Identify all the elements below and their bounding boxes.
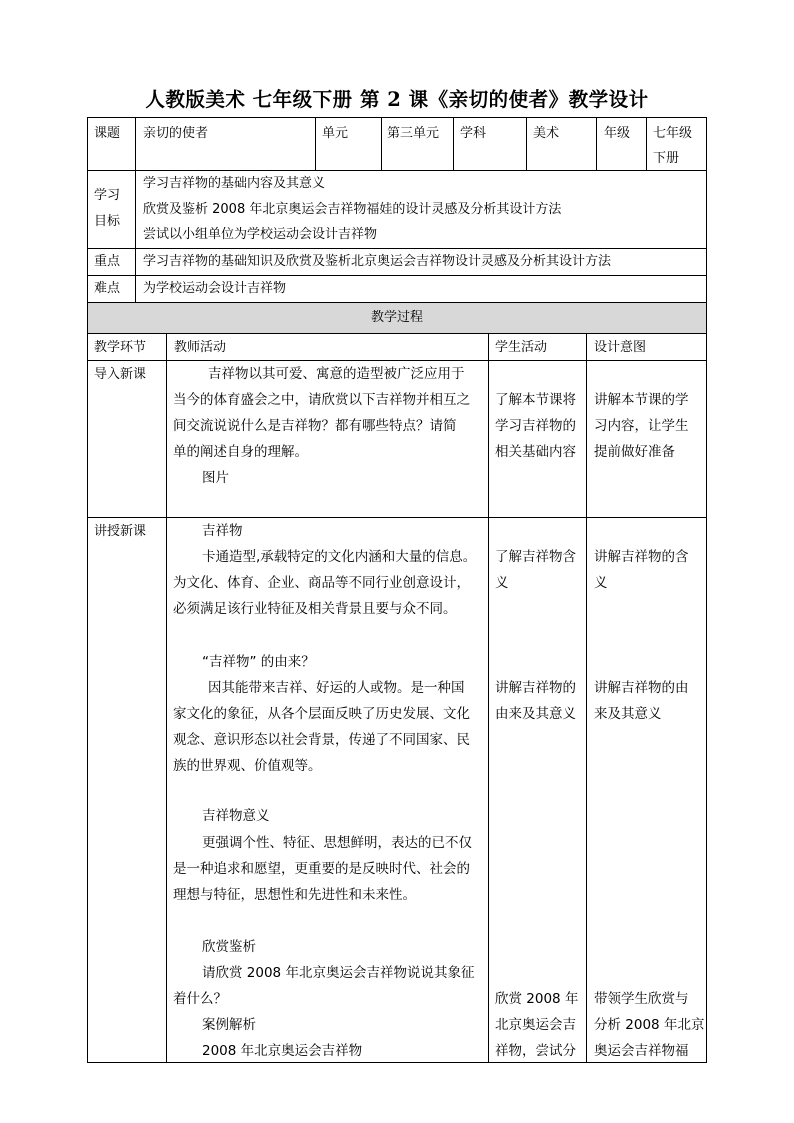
lecture-teacher-line: 着什么？ bbox=[173, 991, 227, 1007]
lecture-teacher-line: 案例解析 bbox=[202, 1017, 256, 1033]
difficulty-value: 为学校运动会设计吉祥物 bbox=[143, 281, 287, 296]
document-title: 人教版美术 七年级下册 第 2 课《亲切的使者》教学设计 bbox=[145, 88, 649, 111]
intro-intent-line: 习内容，让学生 bbox=[594, 418, 689, 434]
column-header-stage: 教学环节 bbox=[94, 340, 147, 355]
intro-stage: 导入新课 bbox=[94, 367, 147, 382]
lecture-teacher-line: 必须满足该行业特征及相关背景且要与众不同。 bbox=[173, 601, 457, 617]
lecture-intent-line: 义 bbox=[594, 575, 608, 591]
lecture-intent-line: 分析 2008 年北京 bbox=[594, 1017, 705, 1033]
lecture-teacher-line: 2008 年北京奥运会吉祥物 bbox=[202, 1043, 363, 1059]
goals-label-line1: 学习 bbox=[94, 188, 121, 203]
lecture-intent-line: 来及其意义 bbox=[594, 706, 662, 722]
intro-student-line: 相关基础内容 bbox=[495, 444, 576, 460]
goal-item: 学习吉祥物的基础内容及其意义 bbox=[143, 176, 326, 191]
column-header-teacher: 教师活动 bbox=[174, 340, 227, 355]
goal-item: 欣赏及鉴析 2008 年北京奥运会吉祥物福娃的设计灵感及分析其设计方法 bbox=[143, 202, 562, 217]
lecture-teacher-line: 因其能带来吉祥、好运的人或物。是一种国 bbox=[208, 680, 465, 696]
lecture-student-line: 义 bbox=[495, 575, 509, 591]
process-header: 教学过程 bbox=[370, 310, 423, 325]
lecture-teacher-line: 族的世界观、价值观等。 bbox=[173, 758, 322, 774]
column-header-student: 学生活动 bbox=[495, 340, 548, 355]
unit-label: 单元 bbox=[322, 126, 349, 141]
key-point-label: 重点 bbox=[94, 254, 121, 269]
lecture-teacher-line: 更强调个性、特征、思想鲜明，表达的已不仅 bbox=[202, 835, 472, 851]
unit-value: 第三单元 bbox=[387, 126, 440, 141]
lecture-student-line: 由来及其意义 bbox=[495, 706, 576, 722]
lecture-teacher-line: 吉祥物 bbox=[202, 523, 243, 539]
goal-item: 尝试以小组单位为学校运动会设计吉祥物 bbox=[143, 227, 378, 242]
lecture-teacher-line: 理想与特征，思想性和先进性和未来性。 bbox=[173, 887, 416, 903]
lecture-intent-line: 讲解吉祥物的由 bbox=[594, 680, 689, 696]
intro-teacher-line: 单的阐述自身的理解。 bbox=[173, 444, 308, 460]
difficulty-label: 难点 bbox=[94, 281, 121, 296]
lecture-student-line: 北京奥运会吉 bbox=[495, 1017, 576, 1033]
lecture-teacher-line: 为文化、体育、企业、商品等不同行业创意设计， bbox=[173, 575, 470, 591]
course-value: 亲切的使者 bbox=[143, 126, 209, 141]
lecture-student-line: 欣赏 2008 年 bbox=[495, 991, 579, 1007]
lecture-student-line: 祥物，尝试分 bbox=[495, 1043, 576, 1059]
lecture-student-line: 讲解吉祥物的 bbox=[495, 680, 576, 696]
intro-teacher-line: 吉祥物以其可爱、寓意的造型被广泛应用于 bbox=[208, 366, 465, 382]
intro-teacher-line: 间交流说说什么是吉祥物？都有哪些特点？请简 bbox=[173, 418, 457, 434]
lecture-teacher-line: 请欣赏 2008 年北京奥运会吉祥物说说其象征 bbox=[202, 965, 475, 981]
lecture-teacher-line: 家文化的象征，从各个层面反映了历史发展、文化 bbox=[173, 706, 470, 722]
grade-value-line2: 下册 bbox=[653, 151, 680, 166]
lecture-teacher-line: 吉祥物意义 bbox=[202, 808, 270, 824]
grade-value-line1: 七年级 bbox=[653, 126, 693, 141]
grade-label: 年级 bbox=[604, 126, 631, 141]
lecture-intent-line: 讲解吉祥物的含 bbox=[594, 549, 689, 565]
lecture-teacher-line: 卡通造型,承载特定的文化内涵和大量的信息。 bbox=[202, 549, 477, 565]
intro-student-line: 学习吉祥物的 bbox=[495, 418, 576, 434]
lecture-student-line: 了解吉祥物含 bbox=[495, 549, 576, 565]
intro-teacher-line: 图片 bbox=[202, 470, 229, 486]
lecture-intent-line: 奥运会吉祥物福 bbox=[594, 1043, 689, 1059]
lecture-intent-line: 带领学生欣赏与 bbox=[594, 991, 689, 1007]
lecture-stage: 讲授新课 bbox=[94, 524, 147, 539]
subject-label: 学科 bbox=[460, 126, 487, 141]
lecture-teacher-line: 观念、意识形态以社会背景，传递了不同国家、民 bbox=[173, 732, 470, 748]
lecture-teacher-line: 是一种追求和愿望，更重要的是反映时代、社会的 bbox=[173, 861, 470, 877]
goals-label-line2: 目标 bbox=[94, 214, 121, 229]
intro-student-line: 了解本节课将 bbox=[495, 392, 576, 408]
intro-intent-line: 讲解本节课的学 bbox=[594, 392, 689, 408]
intro-intent-line: 提前做好准备 bbox=[594, 444, 675, 460]
subject-value: 美术 bbox=[533, 126, 560, 141]
key-point-value: 学习吉祥物的基础知识及欣赏及鉴析北京奥运会吉祥物设计灵感及分析其设计方法 bbox=[143, 254, 612, 269]
intro-teacher-line: 当今的体育盛会之中，请欣赏以下吉祥物并相互之 bbox=[173, 392, 470, 408]
lecture-teacher-line: “吉祥物” 的由来？ bbox=[202, 654, 315, 670]
course-label: 课题 bbox=[94, 126, 121, 141]
column-header-intent: 设计意图 bbox=[594, 340, 647, 355]
lecture-teacher-line: 欣赏鉴析 bbox=[202, 939, 256, 955]
